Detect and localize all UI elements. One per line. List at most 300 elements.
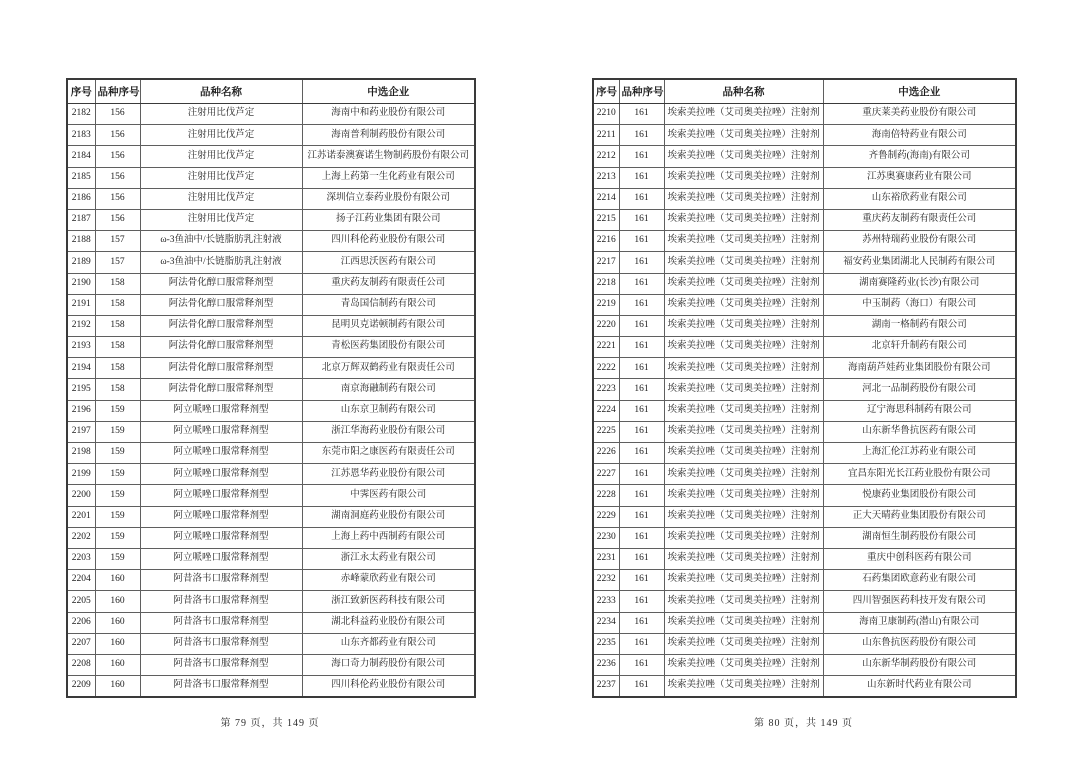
table-row [67,337,475,358]
table-cell: 注射用比伐芦定 [140,104,302,125]
column-header: 中选企业 [823,79,1016,104]
table-cell: 埃索美拉唑（艾司奥美拉唑）注射剂 [664,485,823,506]
table-cell: 昆明贝克诺顿制药有限公司 [302,315,475,336]
table-cell: 160 [95,676,140,698]
table-row [593,167,1016,188]
table-cell: 山东新华制药股份有限公司 [823,654,1016,675]
table-cell: 2229 [593,506,619,527]
table-cell: 161 [619,146,664,167]
table-cell: 2216 [593,231,619,252]
table-row [67,570,475,591]
table-cell: 2210 [593,104,619,125]
table-cell: 海南倍特药业有限公司 [823,125,1016,146]
column-header: 品种序号 [95,79,140,104]
table-cell: 宜昌东阳光长江药业股份有限公司 [823,464,1016,485]
table-body [67,104,475,698]
table-row [67,379,475,400]
table-cell: 2234 [593,612,619,633]
table-row [67,146,475,167]
column-header: 品种名称 [140,79,302,104]
selection-results-table-left [66,78,476,698]
table-row [593,506,1016,527]
table-cell: 石药集团欧意药业有限公司 [823,570,1016,591]
table-cell: 上海上药第一生化药业有限公司 [302,167,475,188]
table-cell: 注射用比伐芦定 [140,146,302,167]
table-cell: 北京万辉双鹤药业有限责任公司 [302,358,475,379]
table-cell: 2227 [593,464,619,485]
table-cell: 深圳信立泰药业股份有限公司 [302,188,475,209]
table-cell: 河北一品制药股份有限公司 [823,379,1016,400]
table-cell: 156 [95,125,140,146]
table-cell: 扬子江药业集团有限公司 [302,209,475,230]
table-cell: 阿立哌唑口服常释剂型 [140,506,302,527]
table-cell: 南京海融制药有限公司 [302,379,475,400]
table-row [593,548,1016,569]
table-cell: 埃索美拉唑（艾司奥美拉唑）注射剂 [664,676,823,698]
table-cell: 2196 [67,400,95,421]
table-cell: 四川科伦药业股份有限公司 [302,231,475,252]
table-row [593,125,1016,146]
table-row [593,633,1016,654]
table-cell: 2209 [67,676,95,698]
table-cell: 159 [95,464,140,485]
table-cell: 四川科伦药业股份有限公司 [302,676,475,698]
table-row [593,400,1016,421]
table-cell: 重庆中创科医药有限公司 [823,548,1016,569]
table-cell: 161 [619,548,664,569]
table-row [67,400,475,421]
table-row [593,591,1016,612]
table-row [593,464,1016,485]
page-number-footer-left: 第 79 页，共 149 页 [220,718,320,730]
table-row [67,294,475,315]
table-row [593,443,1016,464]
table-cell: 158 [95,358,140,379]
table-cell: 2198 [67,443,95,464]
table-cell: 158 [95,273,140,294]
table-cell: 阿昔洛韦口服常释剂型 [140,676,302,698]
header-row [67,79,475,104]
table-cell: 海口奇力制药股份有限公司 [302,654,475,675]
table-row [67,167,475,188]
table-cell: 阿立哌唑口服常释剂型 [140,443,302,464]
table-cell: 161 [619,527,664,548]
table-cell: 阿昔洛韦口服常释剂型 [140,654,302,675]
table-cell: 2193 [67,337,95,358]
table-cell: 2220 [593,315,619,336]
table-cell: 2204 [67,570,95,591]
table-cell: 2213 [593,167,619,188]
table-cell: 2202 [67,527,95,548]
table-cell: 161 [619,188,664,209]
table-row [67,527,475,548]
table-cell: 海南中和药业股份有限公司 [302,104,475,125]
table-cell: 158 [95,337,140,358]
table-cell: 注射用比伐芦定 [140,125,302,146]
table-cell: 山东新时代药业有限公司 [823,676,1016,698]
table-cell: 阿昔洛韦口服常释剂型 [140,570,302,591]
table-cell: 2205 [67,591,95,612]
table-body [593,104,1016,698]
table-cell: 161 [619,294,664,315]
table-cell: 2186 [67,188,95,209]
table-cell: ω-3鱼油中/长链脂肪乳注射液 [140,231,302,252]
table-row [593,231,1016,252]
table-cell: 东莞市阳之康医药有限责任公司 [302,443,475,464]
table-cell: 海南葫芦娃药业集团股份有限公司 [823,358,1016,379]
column-header: 序号 [67,79,95,104]
table-cell: 北京轩升制药有限公司 [823,337,1016,358]
table-cell: 阿昔洛韦口服常释剂型 [140,612,302,633]
table-cell: 阿法骨化醇口服常释剂型 [140,358,302,379]
table-cell: 161 [619,570,664,591]
table-cell: 2226 [593,443,619,464]
table-cell: 2222 [593,358,619,379]
table-cell: 2236 [593,654,619,675]
table-cell: 2187 [67,209,95,230]
table-cell: 海南普利制药股份有限公司 [302,125,475,146]
table-cell: 2183 [67,125,95,146]
table-cell: 2217 [593,252,619,273]
table-cell: 2215 [593,209,619,230]
table-cell: 2231 [593,548,619,569]
table-row [67,104,475,125]
table-cell: 埃索美拉唑（艾司奥美拉唑）注射剂 [664,527,823,548]
table-cell: 上海汇伦江苏药业有限公司 [823,443,1016,464]
table-cell: 161 [619,167,664,188]
table-cell: 159 [95,506,140,527]
table-cell: 四川智强医药科技开发有限公司 [823,591,1016,612]
table-cell: 江苏恩华药业股份有限公司 [302,464,475,485]
table-cell: 埃索美拉唑（艾司奥美拉唑）注射剂 [664,506,823,527]
table-cell: 2232 [593,570,619,591]
table-cell: 161 [619,379,664,400]
table-row [593,358,1016,379]
table-cell: 2191 [67,294,95,315]
table-cell: 阿立哌唑口服常释剂型 [140,527,302,548]
table-cell: 湖南一格制药有限公司 [823,315,1016,336]
table-header [67,79,475,104]
table-cell: 注射用比伐芦定 [140,167,302,188]
table-cell: 埃索美拉唑（艾司奥美拉唑）注射剂 [664,654,823,675]
table-cell: 埃索美拉唑（艾司奥美拉唑）注射剂 [664,548,823,569]
table-row [593,421,1016,442]
table-cell: 2237 [593,676,619,698]
table-cell: 2184 [67,146,95,167]
table-row [593,612,1016,633]
table-cell: 161 [619,464,664,485]
table-cell: 2211 [593,125,619,146]
table-row [67,612,475,633]
table-row [593,273,1016,294]
table-cell: 埃索美拉唑（艾司奥美拉唑）注射剂 [664,125,823,146]
table-cell: 埃索美拉唑（艾司奥美拉唑）注射剂 [664,231,823,252]
table-cell: 阿立哌唑口服常释剂型 [140,548,302,569]
table-cell: 2224 [593,400,619,421]
table-cell: 阿法骨化醇口服常释剂型 [140,337,302,358]
table-row [593,209,1016,230]
table-cell: 161 [619,676,664,698]
table-cell: 辽宁海思科制药有限公司 [823,400,1016,421]
table-cell: 埃索美拉唑（艾司奥美拉唑）注射剂 [664,252,823,273]
table-cell: 埃索美拉唑（艾司奥美拉唑）注射剂 [664,294,823,315]
table-cell: 浙江华海药业股份有限公司 [302,421,475,442]
table-cell: 2200 [67,485,95,506]
table-row [593,315,1016,336]
table-row [67,485,475,506]
table-cell: 湖北科益药业股份有限公司 [302,612,475,633]
table-cell: 161 [619,485,664,506]
table-cell: 2218 [593,273,619,294]
table-cell: 2197 [67,421,95,442]
table-cell: 2182 [67,104,95,125]
table-cell: 海南卫康制药(潜山)有限公司 [823,612,1016,633]
table-cell: 2223 [593,379,619,400]
table-cell: 157 [95,252,140,273]
table-cell: 2203 [67,548,95,569]
table-cell: 埃索美拉唑（艾司奥美拉唑）注射剂 [664,337,823,358]
table-cell: 160 [95,633,140,654]
table-row [593,379,1016,400]
table-cell: 正大天晴药业集团股份有限公司 [823,506,1016,527]
table-cell: 160 [95,654,140,675]
table-cell: 160 [95,570,140,591]
table-cell: 阿立哌唑口服常释剂型 [140,464,302,485]
table-row [67,188,475,209]
table-cell: 2221 [593,337,619,358]
table-row [593,294,1016,315]
table-row [67,315,475,336]
table-row [67,464,475,485]
table-cell: 2225 [593,421,619,442]
table-cell: 161 [619,104,664,125]
table-cell: 161 [619,209,664,230]
table-cell: 埃索美拉唑（艾司奥美拉唑）注射剂 [664,421,823,442]
table-cell: 阿立哌唑口服常释剂型 [140,421,302,442]
table-cell: 161 [619,612,664,633]
table-cell: 重庆莱美药业股份有限公司 [823,104,1016,125]
table-cell: 161 [619,400,664,421]
table-cell: 阿立哌唑口服常释剂型 [140,400,302,421]
table-header [593,79,1016,104]
table-cell: 2214 [593,188,619,209]
table-cell: 159 [95,548,140,569]
table-cell: 重庆药友制药有限责任公司 [823,209,1016,230]
table-cell: 160 [95,612,140,633]
table-cell: 山东京卫制药有限公司 [302,400,475,421]
table-row [593,252,1016,273]
table-cell: 159 [95,527,140,548]
table-cell: 福安药业集团湖北人民制药有限公司 [823,252,1016,273]
table-row [593,485,1016,506]
table-cell: 齐鲁制药(海南)有限公司 [823,146,1016,167]
table-cell: 161 [619,231,664,252]
table-cell: 2201 [67,506,95,527]
table-row [67,125,475,146]
table-cell: 156 [95,146,140,167]
page-79 [66,78,474,729]
table-cell: 江西思沃医药有限公司 [302,252,475,273]
table-cell: 埃索美拉唑（艾司奥美拉唑）注射剂 [664,167,823,188]
table-cell: 悦康药业集团股份有限公司 [823,485,1016,506]
table-cell: 山东新华鲁抗医药有限公司 [823,421,1016,442]
table-cell: 159 [95,400,140,421]
column-header: 中选企业 [302,79,475,104]
table-cell: 注射用比伐芦定 [140,188,302,209]
table-cell: 山东鲁抗医药股份有限公司 [823,633,1016,654]
table-row [67,209,475,230]
table-cell: 埃索美拉唑（艾司奥美拉唑）注射剂 [664,443,823,464]
table-row [593,570,1016,591]
table-cell: 156 [95,188,140,209]
column-header: 序号 [593,79,619,104]
table-cell: 阿法骨化醇口服常释剂型 [140,273,302,294]
table-cell: 2233 [593,591,619,612]
table-row [593,654,1016,675]
table-cell: 埃索美拉唑（艾司奥美拉唑）注射剂 [664,612,823,633]
selection-results-table-right [592,78,1017,698]
table-cell: 苏州特瑞药业股份有限公司 [823,231,1016,252]
table-cell: 阿法骨化醇口服常释剂型 [140,315,302,336]
table-cell: 埃索美拉唑（艾司奥美拉唑）注射剂 [664,188,823,209]
table-cell: 埃索美拉唑（艾司奥美拉唑）注射剂 [664,633,823,654]
table-cell: 158 [95,294,140,315]
table-cell: 埃索美拉唑（艾司奥美拉唑）注射剂 [664,315,823,336]
table-cell: 156 [95,104,140,125]
table-cell: 161 [619,506,664,527]
table-row [593,676,1016,698]
table-cell: 湖南洞庭药业股份有限公司 [302,506,475,527]
table-cell: 158 [95,315,140,336]
table-cell: 埃索美拉唑（艾司奥美拉唑）注射剂 [664,379,823,400]
table-row [67,443,475,464]
table-row [67,273,475,294]
table-cell: 埃索美拉唑（艾司奥美拉唑）注射剂 [664,273,823,294]
table-cell: 阿法骨化醇口服常释剂型 [140,294,302,315]
table-cell: 159 [95,485,140,506]
table-cell: 埃索美拉唑（艾司奥美拉唑）注射剂 [664,400,823,421]
table-cell: 2219 [593,294,619,315]
table-row [593,337,1016,358]
table-row [67,252,475,273]
table-cell: 埃索美拉唑（艾司奥美拉唑）注射剂 [664,464,823,485]
table-row [67,591,475,612]
table-cell: 2188 [67,231,95,252]
table-cell: 湖南赛隆药业(长沙)有限公司 [823,273,1016,294]
table-row [67,358,475,379]
table-cell: 中霁医药有限公司 [302,485,475,506]
table-cell: 阿立哌唑口服常释剂型 [140,485,302,506]
table-cell: 2190 [67,273,95,294]
table-cell: 埃索美拉唑（艾司奥美拉唑）注射剂 [664,358,823,379]
table-cell: 160 [95,591,140,612]
table-cell: 山东裕欣药业有限公司 [823,188,1016,209]
table-row [67,548,475,569]
table-cell: 重庆药友制药有限责任公司 [302,273,475,294]
table-cell: 青松医药集团股份有限公司 [302,337,475,358]
table-cell: 2194 [67,358,95,379]
table-cell: 江苏诺泰澳赛诺生物制药股份有限公司 [302,146,475,167]
table-cell: 埃索美拉唑（艾司奥美拉唑）注射剂 [664,146,823,167]
table-cell: 浙江致新医药科技有限公司 [302,591,475,612]
table-cell: 埃索美拉唑（艾司奥美拉唑）注射剂 [664,209,823,230]
table-cell: 161 [619,443,664,464]
table-row [593,146,1016,167]
table-cell: 161 [619,252,664,273]
table-cell: 161 [619,125,664,146]
table-cell: 赤峰蒙欣药业有限公司 [302,570,475,591]
table-row [67,676,475,698]
table-cell: 湖南恒生制药股份有限公司 [823,527,1016,548]
table-cell: 埃索美拉唑（艾司奥美拉唑）注射剂 [664,570,823,591]
table-cell: 2206 [67,612,95,633]
table-cell: 161 [619,591,664,612]
table-cell: 161 [619,633,664,654]
table-cell: 2228 [593,485,619,506]
page-80 [592,78,1015,729]
table-row [67,231,475,252]
table-cell: 2189 [67,252,95,273]
table-cell: 161 [619,337,664,358]
table-cell: 161 [619,315,664,336]
table-cell: 156 [95,209,140,230]
table-cell: 2230 [593,527,619,548]
table-row [67,421,475,442]
page-number-footer-right: 第 80 页，共 149 页 [754,718,853,730]
column-header: 品种序号 [619,79,664,104]
table-cell: 埃索美拉唑（艾司奥美拉唑）注射剂 [664,104,823,125]
column-header: 品种名称 [664,79,823,104]
table-cell: 上海上药中西制药有限公司 [302,527,475,548]
table-cell: 2235 [593,633,619,654]
table-cell: 2208 [67,654,95,675]
table-row [67,654,475,675]
table-row [593,188,1016,209]
table-cell: 157 [95,231,140,252]
table-cell: 156 [95,167,140,188]
table-cell: 161 [619,358,664,379]
table-cell: 161 [619,654,664,675]
table-cell: 2192 [67,315,95,336]
table-cell: 2185 [67,167,95,188]
table-cell: 青岛国信制药有限公司 [302,294,475,315]
table-cell: 161 [619,273,664,294]
table-cell: 2207 [67,633,95,654]
table-row [593,104,1016,125]
table-cell: 2212 [593,146,619,167]
table-cell: 2199 [67,464,95,485]
table-cell: 159 [95,443,140,464]
table-cell: 2195 [67,379,95,400]
header-row [593,79,1016,104]
table-cell: 江苏奥赛康药业有限公司 [823,167,1016,188]
table-cell: 159 [95,421,140,442]
table-cell: 山东齐都药业有限公司 [302,633,475,654]
table-row [593,527,1016,548]
table-cell: 阿昔洛韦口服常释剂型 [140,591,302,612]
table-cell: ω-3鱼油中/长链脂肪乳注射液 [140,252,302,273]
table-row [67,506,475,527]
table-cell: 阿法骨化醇口服常释剂型 [140,379,302,400]
table-cell: 埃索美拉唑（艾司奥美拉唑）注射剂 [664,591,823,612]
table-cell: 158 [95,379,140,400]
table-cell: 浙江永太药业有限公司 [302,548,475,569]
table-row [67,633,475,654]
table-cell: 阿昔洛韦口服常释剂型 [140,633,302,654]
table-cell: 中玉制药（海口）有限公司 [823,294,1016,315]
table-cell: 161 [619,421,664,442]
table-cell: 注射用比伐芦定 [140,209,302,230]
